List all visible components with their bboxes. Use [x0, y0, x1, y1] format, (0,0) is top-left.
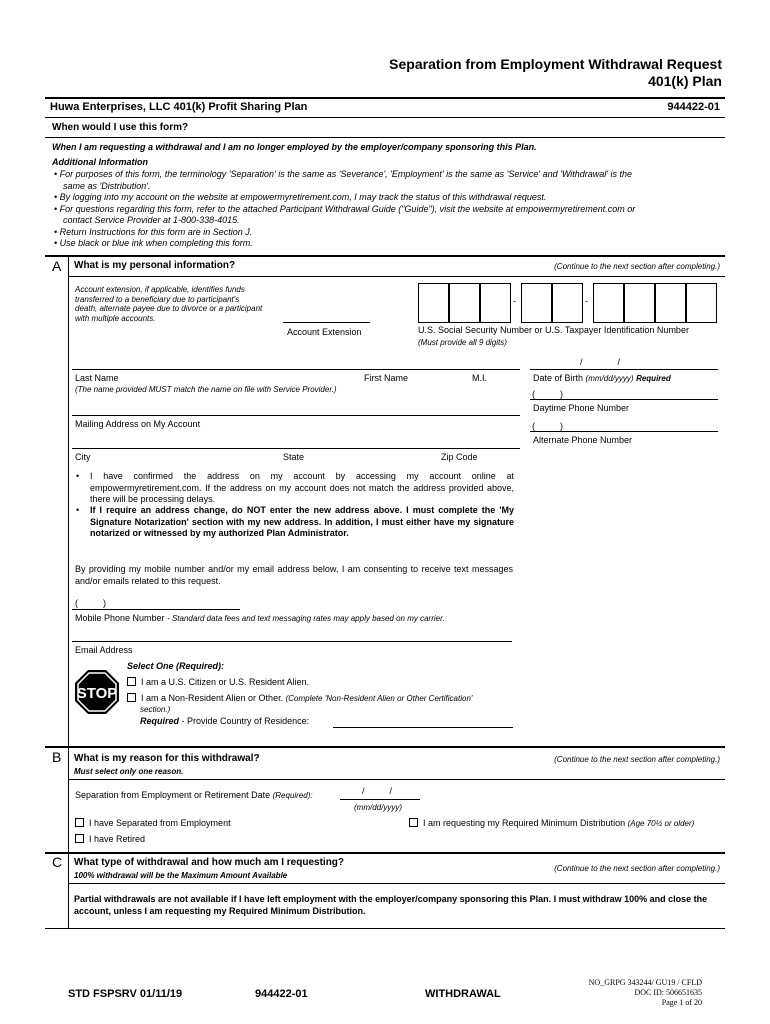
- ssn-digit-box[interactable]: [521, 283, 552, 323]
- stop-sign-icon: [74, 669, 120, 715]
- ssn-label: U.S. Social Security Number or U.S. Taxpayer Identification Number: [418, 325, 689, 335]
- sep-date-line[interactable]: [340, 799, 420, 800]
- option-separated[interactable]: I have Separated from Employment: [75, 818, 231, 828]
- partial-withdrawal-text: Partial withdrawals are not available if I have left employment with the employer/company sponsoring this Plan. I must withdraw 100% and close the account, unless I am requesting my Required Minimum Distribution.: [74, 894, 708, 916]
- ssn-digit-box[interactable]: [593, 283, 624, 323]
- country-line[interactable]: [333, 727, 513, 728]
- footer-plan-number: 944422-01: [255, 988, 308, 1000]
- ssn-digit-box[interactable]: [480, 283, 511, 323]
- name-line[interactable]: [72, 369, 520, 370]
- daytime-phone-line[interactable]: [530, 399, 718, 400]
- ssn-digit-box[interactable]: [686, 283, 717, 323]
- ssn-digit-box[interactable]: [624, 283, 655, 323]
- section-b-continue-note: (Continue to the next section after completing.): [554, 755, 720, 764]
- form-title-line2: 401(k) Plan: [648, 73, 722, 89]
- ssn-dash: -: [513, 296, 516, 306]
- consent-text: By providing my mobile number and/or my email address below, I am consenting to receive text messages and/or emails related to this request.: [75, 564, 513, 586]
- section-a-left-border: [68, 256, 69, 746]
- nonresident-checkbox[interactable]: [127, 693, 136, 702]
- section-b-letter: B: [52, 749, 62, 765]
- select-one-label: Select One (Required):: [127, 661, 225, 671]
- section-a-rule: [45, 255, 725, 257]
- top-rule: [45, 97, 725, 99]
- ssn-digit-box[interactable]: [418, 283, 449, 323]
- ssn-digit-box[interactable]: [655, 283, 686, 323]
- city-label: City: [75, 452, 91, 462]
- zip-label: Zip Code: [441, 452, 478, 462]
- rmd-checkbox[interactable]: [409, 818, 418, 827]
- info-bullet: • By logging into my account on the website at empowermyretirement.com, I may track the status of this withdrawal request.: [54, 192, 547, 202]
- daytime-phone-label: Daytime Phone Number: [533, 403, 630, 413]
- sep-date-format: (mm/dd/yyyy): [354, 803, 402, 812]
- dob-slashes: / /: [580, 357, 621, 367]
- ssn-dash: -: [585, 296, 588, 306]
- section-b-heading: What is my reason for this withdrawal?: [74, 753, 260, 764]
- info-bullet-cont: contact Service Provider at 1-800-338-4015.: [63, 215, 240, 225]
- option-citizen[interactable]: I am a U.S. Citizen or U.S. Resident Alien.: [127, 677, 309, 687]
- plan-rule: [45, 117, 725, 118]
- mobile-phone-line[interactable]: [72, 609, 240, 610]
- bullet-dot: •: [76, 505, 80, 515]
- option-nonresident[interactable]: I am a Non-Resident Alien or Other. (Complete 'Non-Resident Alien or Other Certification': [127, 693, 472, 703]
- mailing-address-line[interactable]: [72, 415, 520, 416]
- alternate-phone-label: Alternate Phone Number: [533, 435, 633, 445]
- section-b-rule: [45, 746, 725, 748]
- section-c-heading-rule: [68, 883, 725, 884]
- option-retired[interactable]: I have Retired: [75, 834, 145, 844]
- stop-sign-text: STOP: [76, 685, 118, 702]
- dob-label: Date of Birth (mm/dd/yyyy) Required: [533, 373, 671, 383]
- retired-checkbox[interactable]: [75, 834, 84, 843]
- form-title: [389, 56, 722, 90]
- info-bullet: • For questions regarding this form, refer to the attached Participant Withdrawal Guide ("Guide"), visit the website at empowermyretirement.com or: [54, 203, 636, 214]
- country-label: Required - Provide Country of Residence:: [140, 716, 310, 726]
- separated-checkbox[interactable]: [75, 818, 84, 827]
- info-bullet: • For purposes of this form, the terminology 'Separation' is the same as 'Severance', 'Employment' is the same as 'Service' and 'Withdrawal' is the: [54, 169, 633, 179]
- info-bullet: • Use black or blue ink when completing this form.: [54, 238, 253, 248]
- citizen-checkbox[interactable]: [127, 677, 136, 686]
- sep-date-slashes: / /: [362, 786, 393, 796]
- section-a-continue-note: (Continue to the next section after completing.): [554, 262, 720, 271]
- state-label: State: [283, 452, 305, 462]
- daytime-phone-paren: ( ): [532, 389, 563, 399]
- section-c-heading: What type of withdrawal and how much am I requesting?: [74, 857, 345, 868]
- sep-date-label: Separation from Employment or Retirement Date (Required):: [75, 790, 313, 800]
- section-b-left-border: [68, 747, 69, 852]
- section-c-continue-note: (Continue to the next section after completing.): [554, 864, 720, 873]
- footer-form-code: STD FSPSRV 01/11/19: [68, 988, 183, 1000]
- name-note: (The name provided MUST match the name on file with Service Provider.): [75, 385, 337, 394]
- section-c-bottom-rule: [45, 928, 725, 929]
- ssn-digit-box[interactable]: [449, 283, 480, 323]
- alternate-phone-paren: ( ): [532, 421, 563, 431]
- footer-type: WITHDRAWAL: [425, 988, 501, 1000]
- bullet-dot: •: [76, 471, 80, 481]
- nonresident-note-cont: section.): [140, 705, 171, 714]
- additional-info-heading: Additional Information: [52, 157, 148, 167]
- ssn-note: (Must provide all 9 digits): [418, 338, 507, 347]
- first-name-label: First Name: [364, 373, 409, 383]
- intro-question: When would I use this form?: [52, 122, 189, 133]
- option-rmd[interactable]: I am requesting my Required Minimum Distribution (Age 70½ or older): [409, 818, 694, 828]
- ssn-digit-box[interactable]: [552, 283, 583, 323]
- alternate-phone-line[interactable]: [530, 431, 718, 432]
- section-a-heading-rule: [68, 276, 725, 277]
- email-label: Email Address: [75, 645, 133, 655]
- plan-number: 944422-01: [667, 101, 720, 113]
- account-ext-note: Account extension, if applicable, identifies funds transferred to a beneficiary due to participant's death, alternate payee due to divorce or a participant with multiple accounts.: [75, 285, 263, 323]
- section-c-left-border: [68, 853, 69, 928]
- city-state-zip-line[interactable]: [72, 448, 520, 449]
- mobile-phone-label: Mobile Phone Number - Standard data fees and text messaging rates may apply based on my carrier.: [75, 613, 445, 623]
- dob-line[interactable]: [530, 369, 718, 370]
- mi-label: M.I.: [472, 373, 487, 383]
- section-b-subheading: Must select only one reason.: [74, 767, 184, 776]
- additional-info-list: [54, 169, 724, 250]
- last-name-label: Last Name: [75, 373, 119, 383]
- intro-when-text: When I am requesting a withdrawal and I am no longer employed by the employer/company sponsoring this Plan.: [52, 142, 537, 152]
- info-bullet-cont: same as 'Distribution'.: [63, 180, 151, 191]
- account-extension-label: Account Extension: [287, 327, 362, 337]
- plan-name: Huwa Enterprises, LLC 401(k) Profit Sharing Plan: [50, 101, 308, 113]
- section-a-letter: A: [52, 258, 62, 274]
- account-extension-line[interactable]: [283, 322, 370, 323]
- section-c-letter: C: [52, 854, 63, 870]
- section-a-heading: What is my personal information?: [74, 260, 236, 271]
- info-bullet: • Return Instructions for this form are in Section J.: [54, 226, 253, 237]
- footer-reference: NO_GRPG 343244/ GU19 / CFLD DOC ID: 506651635 Page 1 of 20: [588, 978, 702, 1007]
- confirm-address-text: I have confirmed the address on my account by accessing my account online at empowermyretirement.com. If the address on my account does not match the address provided above, there will be processing delays.: [90, 471, 514, 504]
- form-title-line1: Separation from Employment Withdrawal Request: [389, 56, 722, 72]
- email-line[interactable]: [72, 641, 512, 642]
- address-change-text: If I require an address change, do NOT enter the new address above. I must complete the 'My Signature Notarization' section with my new address. In addition, I must either have my signature notarized or witnessed by my authorized Plan Administrator.: [90, 505, 514, 538]
- mobile-phone-paren: ( ): [75, 598, 106, 608]
- section-b-heading-rule: [68, 779, 725, 780]
- mailing-address-label: Mailing Address on My Account: [75, 419, 201, 429]
- section-c-subheading: 100% withdrawal will be the Maximum Amount Available: [74, 871, 288, 880]
- intro-rule: [45, 137, 725, 138]
- section-c-rule: [45, 852, 725, 854]
